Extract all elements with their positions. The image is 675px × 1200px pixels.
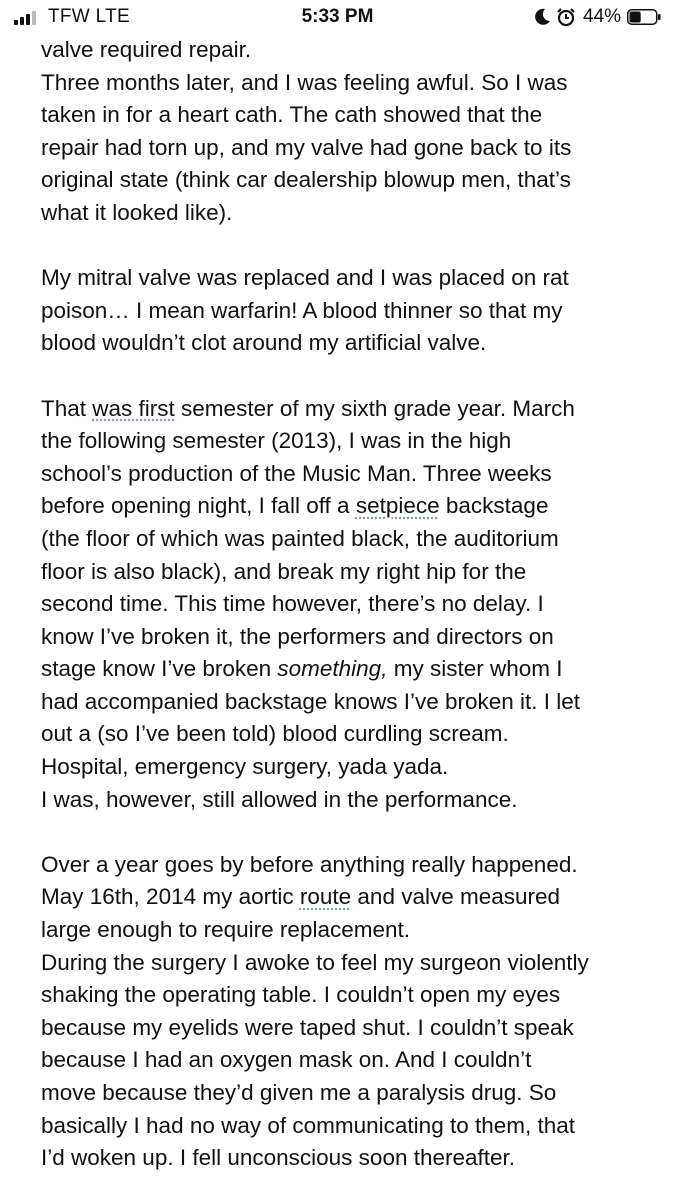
text-line: know I’ve broken it, the performers and directors on — [41, 623, 554, 649]
text-line: poison… I mean warfarin! A blood thinner so that my — [41, 297, 563, 323]
paragraph-gap — [41, 360, 651, 393]
spellcheck-underline[interactable]: setpiece — [355, 493, 440, 519]
carrier-label: TFW LTE — [48, 6, 130, 27]
paragraph-gap — [41, 816, 651, 849]
text-line: shaking the operating table. I couldn’t open my eyes — [41, 982, 561, 1008]
text-line: That was first semester of my sixth grade year. March — [41, 395, 575, 421]
status-time: 5:33 PM — [301, 6, 374, 27]
text-line: second time. This time however, there’s no delay. I — [41, 591, 544, 617]
text-line: basically I had no way of communicating to them, that — [41, 1112, 576, 1138]
text-line: the following semester (2013), I was in the high — [41, 428, 512, 454]
text-line: Hospital, emergency surgery, yada yada. — [41, 754, 449, 780]
paragraph — [41, 393, 651, 817]
text-line: move because they’d given me a paralysis drug. So — [41, 1080, 557, 1105]
text-line: because I had an oxygen mask on. And I couldn’t — [41, 1047, 532, 1073]
battery-percent: 44% — [583, 6, 622, 27]
alarm-icon — [556, 7, 576, 27]
spellcheck-underline[interactable]: was first — [92, 395, 175, 421]
paragraph-gap — [41, 230, 651, 263]
text-line: I’d woken up. I fell unconscious soon thereafter. — [41, 1145, 516, 1171]
text-line: what it looked like). — [41, 199, 233, 225]
text-line: large enough to require replacement. — [41, 917, 410, 943]
spellcheck-underline[interactable]: route — [299, 884, 352, 910]
text-line: blood wouldn’t clot around my artificial valve. — [41, 330, 487, 356]
text-line: Three months later, and I was feeling awful. So I was — [41, 69, 568, 95]
text-line: My mitral valve was replaced and I was placed on rat — [41, 265, 569, 291]
text-line: original state (think car dealership blowup men, that’s — [41, 167, 571, 193]
text-line: had accompanied backstage knows I’ve broken it. I let — [41, 688, 581, 714]
text-line: May 16th, 2014 my aortic route and valve measured — [41, 884, 561, 910]
battery-icon — [627, 9, 661, 25]
text-line: Over a year goes by before anything really happened. — [41, 851, 578, 877]
status-bar — [0, 0, 675, 34]
paragraph — [41, 262, 651, 360]
moon-icon — [532, 7, 552, 27]
text-line: During the surgery I awoke to feel my surgeon violently — [41, 949, 589, 975]
text-line: (the floor of which was painted black, the auditorium — [41, 525, 559, 551]
text-line: taken in for a heart cath. The cath showed that the — [41, 102, 543, 128]
text-line: out a (so I’ve been told) blood curdling scream. — [41, 721, 509, 747]
paragraph — [41, 849, 651, 1175]
text-line: school’s production of the Music Man. Three weeks — [41, 460, 552, 486]
article-body — [41, 34, 651, 1175]
text-line: floor is also black), and break my right hip for the — [41, 558, 527, 584]
text-line: repair had torn up, and my valve had gone back to its — [41, 134, 572, 160]
paragraph — [41, 34, 651, 230]
text-line: I was, however, still allowed in the performance. — [41, 786, 518, 812]
text-line: valve required repair. — [41, 37, 252, 62]
text-line: before opening night, I fall off a setpiece backstage — [41, 493, 549, 519]
text-line: because my eyelids were taped shut. I couldn’t speak — [41, 1014, 574, 1040]
text-line: stage know I’ve broken something, my sister whom I — [41, 656, 563, 682]
